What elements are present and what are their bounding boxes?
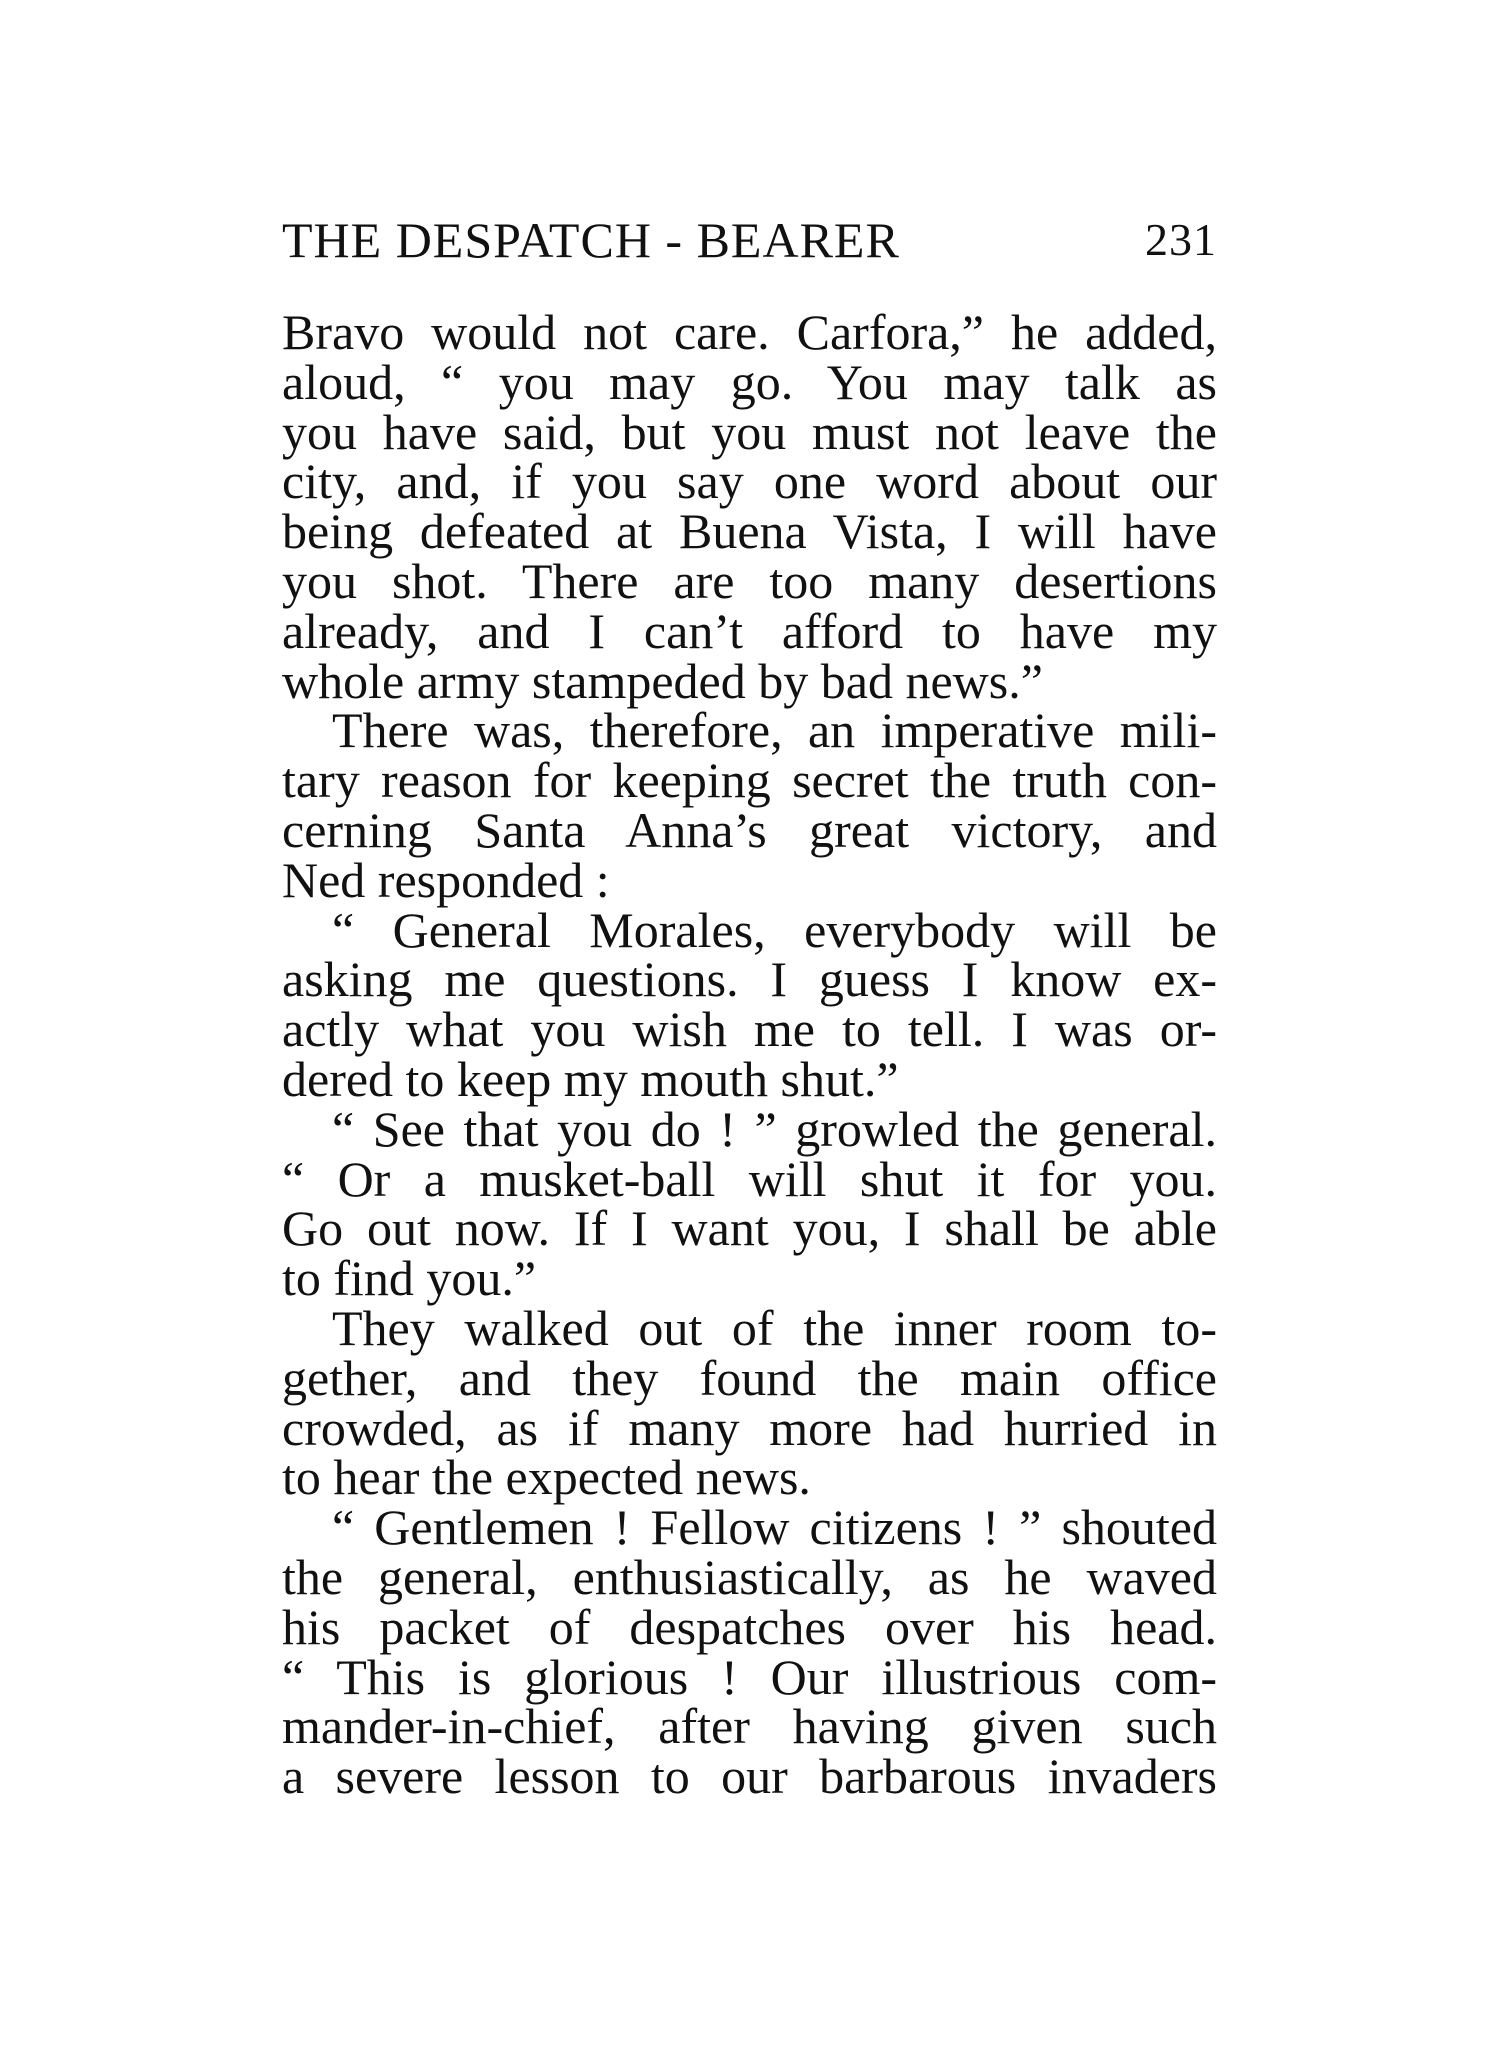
- text-line: actly what you wish me to tell. I was or-: [282, 1001, 1217, 1058]
- text-line: city, and, if you say one word about our: [282, 453, 1217, 510]
- text-line: dered to keep my mouth shut.”: [282, 1050, 899, 1107]
- text-line: being defeated at Buena Vista, I will have: [282, 503, 1217, 560]
- text-line: you shot. There are too many desertions: [282, 552, 1217, 609]
- text-line: crowded, as if many more had hurried in: [282, 1399, 1217, 1456]
- text-line: to hear the expected news.: [282, 1449, 811, 1506]
- running-title: THE DESPATCH - BEARER: [282, 212, 900, 268]
- text-line: gether, and they found the main office: [282, 1349, 1217, 1406]
- text-line: aloud, “ you may go. You may talk as: [282, 353, 1217, 410]
- page-number: 231: [1145, 214, 1217, 265]
- text-line: tary reason for keeping secret the truth con-: [282, 752, 1217, 809]
- text-line: mander-in-chief, after having given such: [282, 1698, 1217, 1755]
- text-line: “ See that you do ! ” growled the general.: [332, 1100, 1217, 1157]
- text-line: Bravo would not care. Carfora,” he added,: [282, 304, 1217, 360]
- running-head: [282, 205, 1217, 275]
- text-line: There was, therefore, an imperative mili-: [332, 702, 1217, 759]
- body-text: [282, 304, 1217, 1805]
- text-line: They walked out of the inner room to-: [332, 1299, 1217, 1356]
- text-line: asking me questions. I guess I know ex-: [282, 951, 1217, 1008]
- text-line: already, and I can’t afford to have my: [282, 602, 1217, 659]
- text-line: Go out now. If I want you, I shall be able: [282, 1200, 1217, 1257]
- text-line: “ General Morales, everybody will be: [332, 901, 1217, 958]
- text-line: Ned responded :: [282, 851, 610, 908]
- text-line: cerning Santa Anna’s great victory, and: [282, 801, 1217, 858]
- text-line: to find you.”: [282, 1250, 537, 1307]
- text-line: you have said, but you must not leave the: [282, 403, 1217, 460]
- text-line: a severe lesson to our barbarous invaders: [282, 1748, 1217, 1805]
- text-line: his packet of despatches over his head.: [282, 1598, 1217, 1655]
- text-line: “ Gentlemen ! Fellow citizens ! ” shouted: [332, 1499, 1217, 1556]
- text-line: “ Or a musket-ball will shut it for you.: [282, 1150, 1217, 1207]
- text-line: whole army stampeded by bad news.”: [282, 652, 1043, 709]
- text-line: the general, enthusiastically, as he waved: [282, 1548, 1217, 1605]
- text-line: “ This is glorious ! Our illustrious com-: [282, 1648, 1217, 1705]
